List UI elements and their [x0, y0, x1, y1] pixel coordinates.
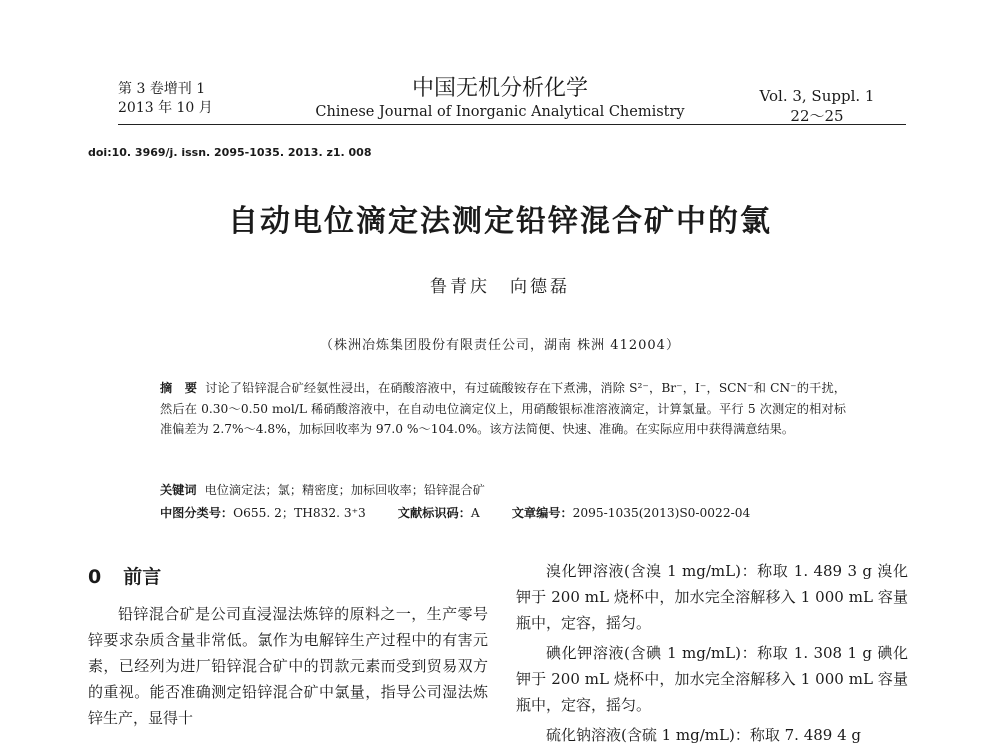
section-number: 0 [88, 566, 102, 588]
keywords-text: 电位滴定法；氯；精密度；加标回收率；铅锌混合矿 [204, 483, 485, 497]
header-rule [118, 124, 906, 125]
journal-title-en: Chinese Journal of Inorganic Analytical Chemistry [315, 104, 685, 120]
left-column [88, 601, 488, 731]
journal-title-cn: 中国无机分析化学 [411, 76, 588, 101]
volume-pages-block [752, 86, 882, 126]
section-heading [88, 562, 161, 589]
authors: 鲁青庆 向德磊 [430, 277, 570, 297]
keywords-label: 关键词 [160, 483, 197, 497]
classification-line [160, 504, 750, 521]
affiliation: （株洲冶炼集团股份有限责任公司，湖南 株洲 412004） [320, 338, 680, 353]
intro-paragraph: 铅锌混合矿是公司直浸湿法炼锌的原料之一，生产零号锌要求杂质含量非常低。氯作为电解锌生产过程中的有害元素，已经列为进厂铅锌混合矿中的罚款元素而受到贸易双方的重视。能否准确测定铅锌混合矿中氯量，指导公司湿法炼锌生产，显得十 [88, 605, 488, 727]
kbr-solution-paragraph: 溴化钾溶液(含溴 1 mg/mL)：称取 1. 489 3 g 溴化钾于 200 mL 烧杯中，加水完全溶解移入 1 000 mL 容量瓶中，定容，摇匀。 [516, 562, 908, 632]
na2s-solution-paragraph: 硫化钠溶液(含硫 1 mg/mL)：称取 7. 489 4 g [546, 726, 862, 744]
abstract-label: 摘 要 [160, 381, 198, 395]
doc-code-value: A [470, 506, 480, 520]
volume-issue: 第 3 卷增刊 1 [118, 81, 206, 97]
volume-en: Vol. 3, Suppl. 1 [759, 87, 875, 105]
article-number-label: 文章编号： [511, 506, 573, 520]
section-title: 前言 [123, 566, 162, 588]
abstract [160, 378, 846, 440]
abstract-text: 讨论了铅锌混合矿经氨性浸出，在硝酸溶液中，有过硫酸铵存在下煮沸，消除 S²⁻，Br⁻，I⁻，SCN⁻和 CN⁻的干扰，然后在 0.30～0.50 mol/L 稀硝酸溶液中，在自动电位滴定仪上，用硝酸银标准溶液滴定，计算氯量。平行 5 次测定的相对标准偏差为 2.7%～4.8%，加标回收率为 97.0 %～104.0%。该方法简便、快速、准确。在实际应用中获得满意结果。 [160, 381, 846, 436]
page-range: 22～25 [790, 107, 844, 125]
publication-date: 2013 年 10 月 [118, 100, 213, 116]
doc-code-label: 文献标识码： [397, 506, 471, 520]
keywords [160, 481, 485, 498]
right-column [516, 558, 908, 752]
doi: doi:10. 3969/j. issn. 2095-1035. 2013. z1. 008 [88, 146, 372, 159]
clc-label: 中图分类号： [160, 506, 234, 520]
clc-value: O655. 2；TH832. 3⁺3 [233, 506, 366, 520]
ki-solution-paragraph: 碘化钾溶液(含碘 1 mg/mL)：称取 1. 308 1 g 碘化钾于 200 mL 烧杯中，加水完全溶解移入 1 000 mL 容量瓶中，定容，摇匀。 [516, 644, 908, 714]
paper-title: 自动电位滴定法测定铅锌混合矿中的氯 [228, 204, 772, 239]
article-number-value: 2095-1035(2013)S0-0022-04 [572, 506, 751, 520]
